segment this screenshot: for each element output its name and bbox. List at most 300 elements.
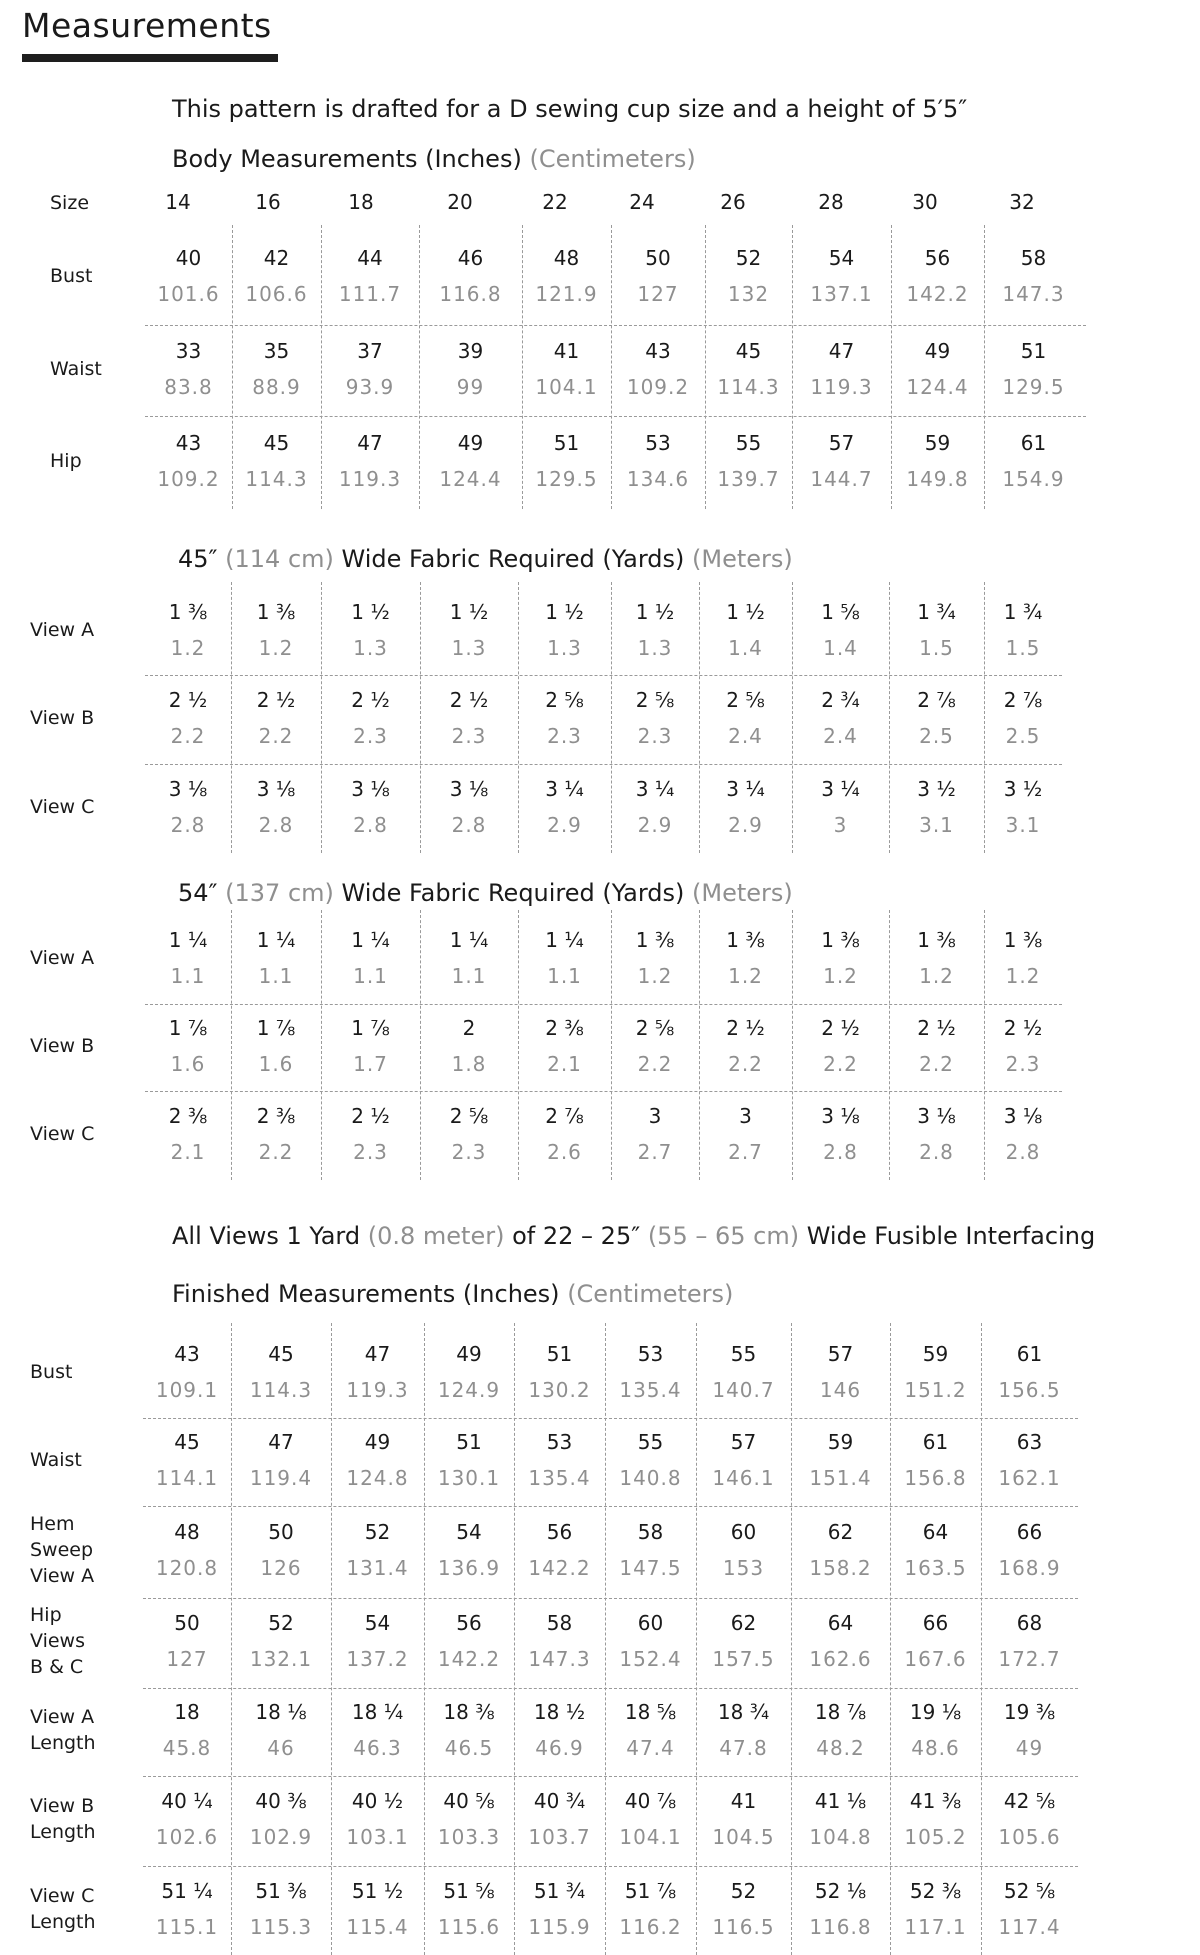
heading-alt: (Meters)	[692, 879, 793, 907]
table-cell	[605, 1605, 696, 1677]
value-metric: 119.3	[346, 1377, 409, 1402]
table-cell	[232, 425, 321, 497]
table-cell	[321, 333, 419, 405]
value-imperial: 51 ⅝	[443, 1878, 495, 1903]
value-imperial: 51	[456, 1430, 482, 1454]
value-imperial: 59	[924, 430, 951, 455]
heading-main: Wide Fabric Required (Yards)	[341, 545, 685, 573]
value-metric: 104.1	[535, 374, 598, 399]
table-cell	[791, 1605, 890, 1677]
table-cell	[791, 1873, 890, 1945]
value-imperial: 18 ⅞	[814, 1700, 867, 1724]
value-metric: 142.2	[528, 1556, 591, 1580]
value-imperial: 3 ⅛	[821, 1103, 860, 1128]
table-cell	[419, 240, 522, 312]
row-label: View B	[30, 706, 95, 729]
value-imperial: 45	[268, 1341, 294, 1366]
value-imperial: 52 ⅜	[909, 1878, 962, 1903]
value-imperial: 52	[364, 1520, 391, 1544]
value-imperial: 1 ⅜	[256, 599, 296, 624]
row-label: View C	[30, 1122, 95, 1145]
table-cell	[321, 771, 420, 843]
table-cell	[518, 1098, 611, 1170]
value-metric: 140.8	[619, 1466, 682, 1490]
table-cell	[321, 240, 419, 312]
value-imperial: 53	[637, 1341, 664, 1366]
table-cell	[792, 1098, 889, 1170]
value-imperial: 2 ⅞	[545, 1103, 584, 1128]
table-cell	[611, 771, 699, 843]
value-metric: 45.8	[162, 1736, 212, 1760]
value-imperial: 3 ⅛	[168, 776, 208, 801]
table-cell	[981, 1873, 1078, 1945]
value-imperial: 45	[174, 1430, 200, 1454]
row-divider	[143, 1506, 1078, 1507]
table-cell	[518, 1010, 611, 1082]
value-metric: 132	[727, 282, 770, 306]
table-cell	[889, 771, 984, 843]
value-metric: 46.3	[353, 1736, 402, 1760]
value-imperial: 51	[553, 430, 580, 455]
heading-alt: (Centimeters)	[529, 145, 696, 173]
value-imperial: 46	[457, 246, 484, 270]
value-imperial: 47	[357, 430, 383, 455]
table-cell	[231, 682, 321, 754]
value-imperial: 1 ⅜	[635, 928, 675, 952]
value-metric: 2.3	[1005, 1051, 1041, 1076]
interfacing-note	[172, 1222, 1095, 1250]
value-metric: 48.2	[816, 1736, 865, 1760]
value-metric: 162.6	[809, 1647, 872, 1671]
value-imperial: 3 ¼	[545, 776, 584, 801]
table-cell	[514, 1424, 605, 1496]
value-imperial: 2 ½	[256, 687, 296, 712]
value-metric: 131.4	[346, 1556, 409, 1580]
table-cell	[420, 771, 518, 843]
value-metric: 105.6	[998, 1825, 1061, 1849]
value-imperial: 51 ⅞	[624, 1878, 677, 1903]
value-imperial: 45	[263, 430, 290, 455]
value-metric: 149.8	[906, 466, 969, 491]
value-metric: 147.3	[528, 1647, 591, 1671]
value-imperial: 60	[730, 1520, 757, 1544]
fabric-45-heading	[178, 545, 793, 573]
table-cell	[791, 1694, 890, 1766]
value-metric: 2.8	[1005, 1139, 1041, 1164]
row-label: View B Length	[30, 1795, 96, 1843]
table-cell	[605, 1336, 696, 1408]
value-imperial: 1 ½	[351, 599, 390, 624]
value-imperial: 2 ½	[1003, 1015, 1043, 1040]
value-metric: 47.8	[719, 1736, 768, 1760]
value-imperial: 2 ½	[917, 1015, 956, 1040]
table-cell	[890, 1605, 981, 1677]
size-header: 20	[447, 190, 473, 214]
value-metric: 2.2	[919, 1051, 954, 1076]
value-metric: 46	[267, 1736, 295, 1760]
value-imperial: 2 ½	[351, 687, 390, 712]
table-cell	[231, 594, 321, 666]
value-metric: 144.7	[810, 466, 873, 491]
value-imperial: 1 ¼	[256, 928, 296, 952]
value-imperial: 64	[827, 1611, 854, 1635]
value-imperial: 18 ¼	[351, 1700, 404, 1724]
row-label: Waist	[30, 1449, 82, 1471]
value-imperial: 2 ½	[726, 1015, 765, 1040]
interfacing-part4: (55 – 65 cm)	[647, 1222, 800, 1250]
heading-width-cm: (114 cm)	[225, 545, 334, 573]
value-imperial: 1 ¼	[351, 928, 390, 952]
size-header: 18	[348, 190, 374, 214]
value-metric: 129.5	[535, 466, 598, 491]
table-cell	[611, 682, 699, 754]
value-imperial: 55	[730, 1341, 757, 1366]
table-cell	[611, 1010, 699, 1082]
table-cell	[889, 922, 984, 994]
value-imperial: 2 ½	[821, 1015, 860, 1040]
table-cell	[143, 1605, 231, 1677]
value-metric: 2.9	[637, 812, 673, 837]
table-cell	[145, 1098, 231, 1170]
value-metric: 2.1	[547, 1051, 582, 1076]
table-cell	[231, 1514, 331, 1586]
table-cell	[696, 1424, 791, 1496]
table-cell	[605, 1873, 696, 1945]
table-cell	[792, 682, 889, 754]
value-imperial: 52	[268, 1611, 294, 1635]
value-metric: 115.9	[528, 1914, 591, 1939]
table-cell	[890, 1336, 981, 1408]
value-metric: 2.4	[728, 723, 763, 748]
value-metric: 2.8	[353, 812, 388, 837]
value-imperial: 50	[645, 246, 671, 270]
value-metric: 2.3	[451, 1139, 487, 1164]
value-metric: 117.1	[904, 1914, 967, 1939]
value-metric: 142.2	[906, 282, 969, 306]
size-header: 16	[255, 190, 281, 214]
table-cell	[321, 682, 420, 754]
value-imperial: 57	[827, 1341, 854, 1366]
value-imperial: 35	[263, 338, 290, 363]
value-metric: 163.5	[904, 1556, 967, 1580]
table-cell	[984, 333, 1083, 405]
value-metric: 1.2	[258, 635, 294, 660]
table-cell	[705, 333, 792, 405]
value-metric: 116.8	[439, 282, 502, 306]
value-metric: 49	[1015, 1736, 1044, 1760]
table-cell	[420, 1098, 518, 1170]
value-imperial: 1 ¾	[1003, 599, 1043, 624]
row-label: Hip	[50, 449, 82, 472]
value-imperial: 48	[553, 246, 580, 270]
value-imperial: 2 ⅜	[256, 1103, 296, 1128]
size-header: 30	[912, 190, 938, 214]
value-metric: 116.5	[712, 1914, 775, 1939]
size-header: 28	[818, 190, 844, 214]
value-imperial: 39	[457, 338, 484, 363]
value-metric: 116.8	[809, 1914, 872, 1939]
table-cell	[791, 1514, 890, 1586]
value-metric: 137.1	[810, 282, 873, 306]
value-metric: 1.2	[637, 964, 673, 988]
row-label: View C Length	[30, 1884, 96, 1933]
size-header: 26	[720, 190, 746, 214]
value-imperial: 41 ⅛	[814, 1789, 867, 1813]
table-cell	[611, 594, 699, 666]
value-imperial: 56	[924, 246, 951, 270]
value-imperial: 52 ⅝	[1003, 1878, 1056, 1903]
value-metric: 147.5	[619, 1556, 682, 1580]
table-cell	[984, 240, 1083, 312]
value-imperial: 53	[645, 430, 671, 455]
value-imperial: 41	[553, 338, 580, 363]
value-imperial: 40 ⅞	[624, 1789, 677, 1813]
row-divider	[143, 1866, 1078, 1867]
row-divider	[145, 325, 1086, 326]
value-imperial: 47	[268, 1430, 294, 1454]
heading-width: 45″	[178, 545, 218, 573]
value-metric: 3	[833, 812, 848, 837]
value-metric: 101.6	[157, 282, 220, 306]
value-imperial: 1 ¼	[168, 928, 208, 952]
value-metric: 117.4	[998, 1914, 1061, 1939]
value-metric: 137.2	[346, 1647, 409, 1671]
value-metric: 2.2	[170, 723, 206, 748]
value-imperial: 2 ⅜	[545, 1015, 584, 1040]
value-metric: 114.3	[717, 374, 780, 399]
value-metric: 152.4	[619, 1647, 682, 1671]
value-imperial: 18 ⅛	[255, 1700, 307, 1724]
value-imperial: 3 ½	[1003, 776, 1043, 801]
table-cell	[145, 594, 231, 666]
value-imperial: 50	[268, 1520, 294, 1544]
value-imperial: 18 ½	[533, 1700, 586, 1724]
value-imperial: 37	[357, 338, 383, 363]
table-cell	[696, 1783, 791, 1855]
table-cell	[331, 1783, 424, 1855]
value-imperial: 3 ¼	[821, 776, 860, 801]
table-cell	[231, 1336, 331, 1408]
table-cell	[611, 1098, 699, 1170]
value-metric: 147.3	[1002, 282, 1065, 306]
value-imperial: 42 ⅝	[1003, 1789, 1056, 1813]
value-metric: 46.9	[535, 1736, 584, 1760]
table-cell	[889, 1010, 984, 1082]
size-header: 14	[165, 190, 191, 214]
value-imperial: 3 ½	[917, 776, 956, 801]
size-header: 22	[542, 190, 568, 214]
value-imperial: 51 ¾	[533, 1878, 586, 1903]
table-cell	[696, 1873, 791, 1945]
table-cell	[792, 594, 889, 666]
value-imperial: 59	[827, 1430, 854, 1454]
value-imperial: 33	[175, 338, 202, 363]
value-metric: 2.3	[353, 723, 388, 748]
row-divider	[145, 1004, 1062, 1005]
value-metric: 115.6	[437, 1914, 501, 1939]
table-cell	[699, 922, 792, 994]
value-imperial: 18 ⅜	[443, 1700, 495, 1724]
value-metric: 156.8	[904, 1466, 967, 1490]
table-cell	[791, 1424, 890, 1496]
value-imperial: 2 ⅝	[635, 1015, 675, 1040]
value-imperial: 3 ¼	[635, 776, 675, 801]
value-metric: 105.2	[904, 1825, 967, 1849]
row-label: Hip Views B & C	[30, 1604, 85, 1678]
row-divider	[143, 1418, 1078, 1419]
value-metric: 111.7	[338, 282, 402, 306]
table-cell	[143, 1336, 231, 1408]
value-metric: 48.6	[911, 1736, 960, 1760]
table-cell	[145, 922, 231, 994]
value-metric: 2.3	[451, 723, 487, 748]
value-metric: 1.1	[353, 964, 388, 988]
value-metric: 146.1	[712, 1466, 775, 1490]
size-label: Size	[50, 192, 90, 214]
value-imperial: 1 ¾	[917, 599, 956, 624]
value-imperial: 2 ½	[168, 687, 208, 712]
value-imperial: 44	[357, 246, 383, 270]
table-cell	[699, 594, 792, 666]
value-metric: 134.6	[626, 466, 690, 491]
table-cell	[605, 1694, 696, 1766]
value-metric: 83.8	[164, 374, 213, 399]
value-imperial: 2 ⅞	[1003, 687, 1043, 712]
value-metric: 115.1	[155, 1914, 219, 1939]
value-imperial: 45	[735, 338, 762, 363]
value-imperial: 2 ⅝	[726, 687, 765, 712]
table-cell	[705, 240, 792, 312]
value-imperial: 52	[735, 246, 762, 270]
table-cell	[424, 1694, 514, 1766]
value-metric: 2.3	[637, 723, 673, 748]
row-divider	[143, 1598, 1078, 1599]
table-cell	[231, 771, 321, 843]
table-cell	[331, 1514, 424, 1586]
table-cell	[514, 1873, 605, 1945]
table-cell	[145, 771, 231, 843]
table-cell	[231, 1873, 331, 1945]
table-cell	[699, 771, 792, 843]
table-cell	[696, 1605, 791, 1677]
table-cell	[331, 1605, 424, 1677]
value-imperial: 51 ⅜	[255, 1878, 307, 1903]
table-cell	[419, 425, 522, 497]
value-imperial: 1 ⅞	[351, 1015, 390, 1040]
value-imperial: 3 ⅛	[917, 1103, 956, 1128]
table-cell	[792, 1010, 889, 1082]
value-imperial: 2 ⅝	[635, 687, 675, 712]
value-imperial: 2 ¾	[821, 687, 860, 712]
value-imperial: 55	[735, 430, 762, 455]
row-divider	[145, 416, 1086, 417]
table-cell	[232, 333, 321, 405]
value-imperial: 41	[730, 1789, 757, 1813]
finished-measurements-heading	[172, 1280, 733, 1308]
value-imperial: 53	[546, 1430, 573, 1454]
value-imperial: 40 ½	[351, 1789, 404, 1813]
value-metric: 124.4	[906, 374, 969, 399]
value-metric: 121.9	[535, 282, 598, 306]
value-metric: 1.5	[1005, 635, 1041, 660]
table-cell	[981, 1514, 1078, 1586]
value-imperial: 1 ⅞	[256, 1015, 296, 1040]
table-cell	[792, 333, 891, 405]
table-cell	[981, 1336, 1078, 1408]
value-metric: 3.1	[1005, 812, 1041, 837]
table-cell	[611, 240, 705, 312]
value-metric: 1.2	[823, 964, 858, 988]
table-cell	[891, 333, 984, 405]
value-imperial: 1 ½	[726, 599, 765, 624]
value-metric: 104.8	[809, 1825, 872, 1849]
value-imperial: 50	[174, 1611, 200, 1635]
table-cell	[791, 1336, 890, 1408]
value-imperial: 61	[922, 1430, 949, 1454]
table-cell	[231, 1098, 321, 1170]
table-cell	[889, 1098, 984, 1170]
value-metric: 2.7	[728, 1139, 763, 1164]
value-metric: 167.6	[904, 1647, 967, 1671]
value-metric: 151.4	[809, 1466, 872, 1490]
value-imperial: 63	[1016, 1430, 1043, 1454]
table-cell	[605, 1783, 696, 1855]
value-metric: 114.3	[249, 1377, 313, 1402]
value-imperial: 62	[827, 1520, 854, 1544]
table-cell	[889, 682, 984, 754]
value-metric: 104.5	[712, 1825, 775, 1849]
value-metric: 127	[637, 282, 679, 306]
value-metric: 2.2	[637, 1051, 673, 1076]
heading-main: Finished Measurements (Inches)	[172, 1280, 560, 1308]
table-cell	[143, 1424, 231, 1496]
table-cell	[231, 1783, 331, 1855]
table-cell	[984, 771, 1062, 843]
value-imperial: 2	[462, 1015, 476, 1040]
table-cell	[424, 1783, 514, 1855]
table-cell	[514, 1336, 605, 1408]
table-cell	[791, 1783, 890, 1855]
table-cell	[419, 333, 522, 405]
table-cell	[231, 922, 321, 994]
value-imperial: 3 ⅛	[449, 776, 489, 801]
value-metric: 1.1	[547, 964, 582, 988]
value-metric: 88.9	[252, 374, 301, 399]
value-metric: 135.4	[619, 1377, 682, 1402]
heading-width-cm: (137 cm)	[225, 879, 334, 907]
value-metric: 2.7	[637, 1139, 673, 1164]
value-imperial: 62	[730, 1611, 757, 1635]
table-cell	[984, 1010, 1062, 1082]
table-cell	[424, 1336, 514, 1408]
table-cell	[331, 1873, 424, 1945]
value-imperial: 3 ¼	[726, 776, 765, 801]
value-imperial: 18 ⅝	[624, 1700, 677, 1724]
row-divider	[145, 1091, 1062, 1092]
value-metric: 115.4	[346, 1914, 409, 1939]
value-metric: 2.3	[353, 1139, 388, 1164]
value-metric: 47.4	[626, 1736, 675, 1760]
table-cell	[984, 594, 1062, 666]
value-imperial: 1 ⅜	[168, 599, 208, 624]
table-cell	[981, 1605, 1078, 1677]
value-imperial: 66	[1016, 1520, 1043, 1544]
heading-main: Wide Fabric Required (Yards)	[341, 879, 685, 907]
value-imperial: 51 ¼	[161, 1878, 213, 1903]
value-metric: 124.9	[437, 1377, 501, 1402]
row-label: View A	[30, 947, 95, 969]
table-cell	[321, 1010, 420, 1082]
